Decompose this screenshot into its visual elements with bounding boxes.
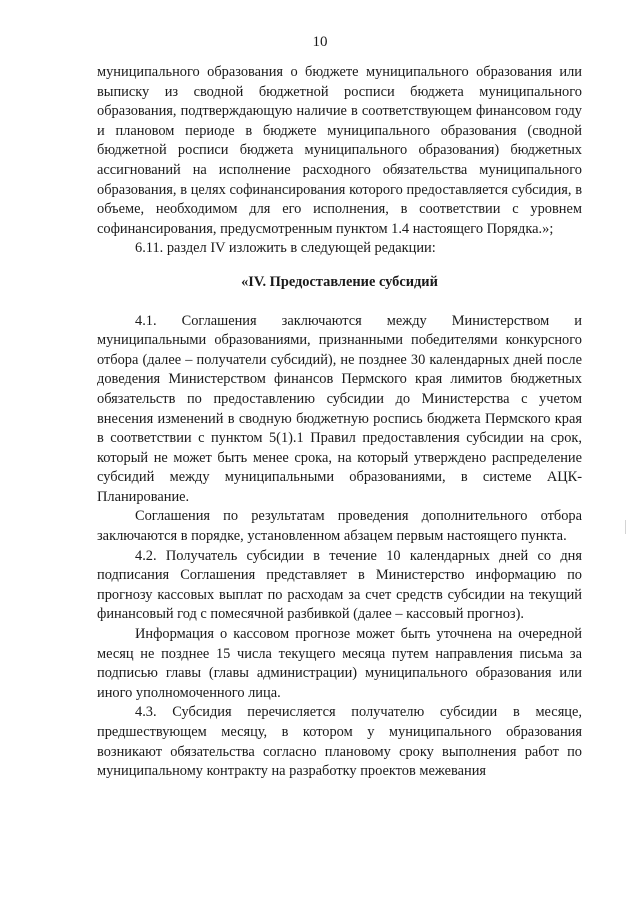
scan-edge-mark xyxy=(625,520,626,534)
paragraph-continuation: муниципального образования о бюджете муниципального образования или выписку из сводной бюджетной росписи бюджета муниципального образования, подтверждающую наличие в соответствующем финансовом году и плановом периоде в бюджете муниципального образования (сводной бюджетной росписи бюджета муниципального образования) бюджетных ассигнований на исполнение расходного обязательства муниципального образования, в целях софинансирования которого предоставляется субсидия, в объеме, необходимом для его исполнения, в соответствии с уровнем софинансирования, предусмотренным пунктом 1.4 настоящего Порядка.»; xyxy=(97,64,582,237)
heading-spacer xyxy=(97,293,582,312)
paragraph-4-2-forecast: Информация о кассовом прогнозе может быть уточнена на очередной месяц не позднее 15 числа текущего месяца путем направления письма за подписью главы (главы администрации) муниципального образования или иного уполномоченного лица. xyxy=(97,626,582,701)
document-body xyxy=(97,63,582,782)
paragraph-4-2: 4.2. Получатель субсидии в течение 10 календарных дней со дня подписания Соглашения представляет в Министерство информацию по прогнозу кассовых выплат по расходам за счет средств субсидии на текущий финансовый год с помесячной разбивкой (далее – кассовый прогноз). xyxy=(97,547,582,623)
paragraph-6-11: 6.11. раздел IV изложить в следующей редакции: xyxy=(135,240,436,257)
section-heading: «IV. Предоставление субсидий xyxy=(241,273,438,290)
paragraph-4-1-additional: Соглашения по результатам проведения дополнительного отбора заключаются в порядке, установленном абзацем первым настоящего пункта. xyxy=(97,508,582,545)
page-number: 10 xyxy=(312,34,328,50)
paragraph-4-3: 4.3. Субсидия перечисляется получателю субсидии в месяце, предшествующем месяцу, в котором у муниципального образования возникают обязательства согласно плановому сроку выполнения работ по муниципальному контракту на разработку проектов межевания xyxy=(97,704,582,780)
paragraph-4-1: 4.1. Соглашения заключаются между Министерством и муниципальными образованиями, признанными победителями конкурсного отбора (далее – получатели субсидий), не позднее 30 календарных дней после доведения Министерством финансов Пермского края лимитов бюджетных обязательств по предоставлению субсидии до Министерства с учетом внесения изменений в сводную бюджетную роспись бюджета Пермского края в соответствии с пунктом 5(1).1 Правил предоставления субсидии на срок, который не может быть менее срока, на который утверждено распределение субсидий между муниципальными образованиями, в системе АЦК-Планирование. xyxy=(97,312,582,505)
